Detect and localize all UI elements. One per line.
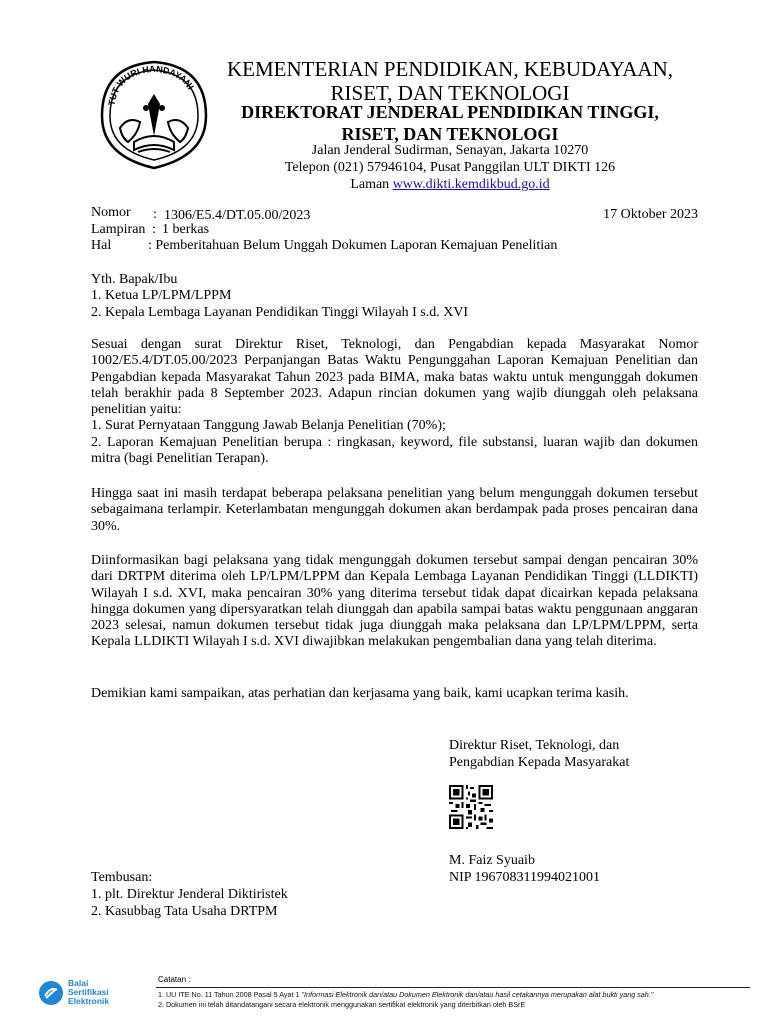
phone-line: Telepon (021) 57946104, Pusat Panggilan ULT DIKTI 126 [284,160,616,175]
directorate-line-2: RISET, DAN TEKNOLOGI [341,124,559,144]
ministry-heading [200,57,700,105]
qr-code [449,785,493,829]
signer-name: M. Faiz Syuaib [449,853,535,868]
tembusan-item: 1. plt. Direktur Jenderal Diktiristek [91,887,288,902]
hal-value: : Pemberitahuan Belum Unggah Dokumen Laporan Kemajuan Penelitian [148,238,558,253]
tembusan-label: Tembusan: [91,870,153,885]
footer-note-1 [158,990,653,1000]
signer-nip: NIP 196708311994021001 [449,870,601,885]
bse-line-2: Sertifikasi [68,987,109,997]
footer-note-1-prefix: 1. UU ITE No. 11 Tahun 2008 Pasal 5 Ayat 1 [158,990,302,999]
ministry-line-2: RISET, DAN TEKNOLOGI [330,81,570,105]
closing-paragraph: Demikian kami sampaikan, atas perhatian dan kerjasama yang baik, kami ucapkan terima kasih. [91,686,629,701]
lampiran-value: 1 berkas [162,222,210,237]
website-link[interactable]: www.dikti.kemdikbud.go.id [392,177,550,192]
lampiran-label: Lampiran [91,222,146,237]
letter-date: 17 Oktober 2023 [603,207,698,222]
paragraph-3: Diinformasikan bagi pelaksana yang tidak mengunggah dokumen tersebut sampai dengan pencairan 30% dari DRTPM diterima oleh LP/LPM/LPPM dan Kepala Lembaga Layanan Pendidikan Tinggi (LLDIKTI) Wilayah I s.d. XVI, maka pencairan 30% yang diterima tersebut tidak dapat dicairkan kepada pelaksana hingga dokumen yang dipersyaratkan telah diunggah dan apabila sampai batas waktu penggunaan anggaran 2023 selesai, namun dokumen tersebut tidak juga diunggah maka pelaksana dan LP/LPM/LPPM, serta Kepala LLDIKTI Wilayah I s.d. XVI diwajibkan melakukan pengembalian dana yang telah diterima. [91,553,698,650]
nomor-colon: : [153,207,157,222]
nomor-label: Nomor [91,205,131,220]
greeting: Yth. Bapak/Ibu [91,272,178,287]
signature-title-1: Direktur Riset, Teknologi, dan [449,738,620,753]
paragraph-1 [91,337,698,467]
bse-logo-icon [38,980,64,1006]
svg-text:TUT WURI HANDAYANI: TUT WURI HANDAYANI [106,63,196,107]
paragraph-2: Hingga saat ini masih terdapat beberapa pelaksana penelitian yang belum mengunggah dokumen tersebut sebagaimana terlampir. Keterlambatan mengunggah dokumen akan berdampak pada proses pencairan dana 30%. [91,486,698,534]
directorate-heading [200,101,700,145]
paragraph-1-text: Sesuai dengan surat Direktur Riset, Teknologi, dan Pengabdian kepada Masyarakat Nomor 1002/E5.4/DT.05.00/2023 Perpanjangan Batas Waktu Pengunggahan Laporan Kemajuan Penelitian dan Pengabdian kepada Masyarakat Tahun 2023 pada BIMA, maka batas waktu untuk mengunggah dokumen telah berakhir pada 8 September 2023. Adapun rincian dokumen yang wajib diunggah oleh pelaksana penelitian yaitu: [91,337,698,418]
footer-note-1-quote: "Informasi Elektronik dan/atau Dokumen Elektronik dan/atau hasil cetakannya merupakan alat bukti yang sah." [301,990,654,999]
list-item-2: 2. Laporan Kemajuan Penelitian berupa : ringkasan, keyword, file substansi, luaran wajib dan dokumen mitra (bagi Penelitian Terapan). [91,434,698,467]
tembusan-item: 2. Kasubbag Tata Usaha DRTPM [91,904,278,919]
footer-divider [156,987,750,988]
bse-line-1: Balai [68,978,89,988]
signature-title-2: Pengabdian Kepada Masyarakat [449,755,630,770]
recipients [91,272,468,321]
address-line: Jalan Jenderal Sudirman, Senayan, Jakarta 10270 [311,143,589,158]
footer-notes [158,990,653,1010]
recipient-2: 2. Kepala Lembaga Layanan Pendidikan Tinggi Wilayah I s.d. XVI [91,304,469,320]
list-item-1: 1. Surat Pernyataan Tanggung Jawab Belanja Penelitian (70%); [91,418,446,434]
bse-text [68,979,109,1006]
bse-line-3: Elektronik [68,996,110,1006]
catatan-label: Catatan : [158,975,191,984]
nomor-value: 1306/E5.4/DT.05.00/2023 [164,208,311,223]
address-block [200,142,700,193]
lampiran-colon: : [152,222,156,237]
website-line [200,176,700,193]
recipient-1: 1. Ketua LP/LPM/LPPM [91,288,232,304]
directorate-line-1: DIREKTORAT JENDERAL PENDIDIKAN TINGGI, [241,102,659,122]
website-label: Laman [350,177,390,192]
signer-block [449,852,600,886]
ministry-line-1: KEMENTERIAN PENDIDIKAN, KEBUDAYAAN, [226,57,674,81]
tembusan-block [91,869,288,920]
footer-note-2: 2. Dokumen ini telah ditandatangani secara elektronik menggunakan sertifikat elektronik yang diterbitkan oleh BSrE [158,1000,526,1009]
hal-label: Hal [91,238,112,253]
signature-title [449,737,629,771]
